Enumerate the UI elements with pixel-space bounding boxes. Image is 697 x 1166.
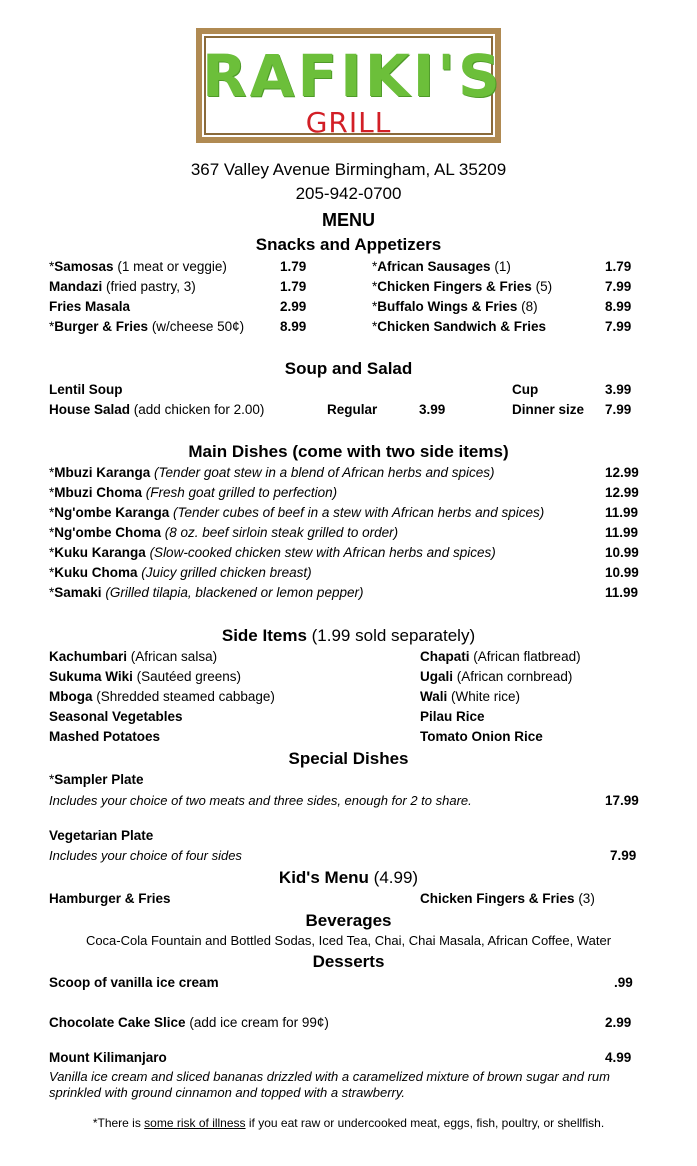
phone: 205-942-0700 xyxy=(295,184,402,203)
item-price: 11.99 xyxy=(605,505,639,520)
list-item: Scoop of vanilla ice cream xyxy=(49,975,219,990)
item-price: 7.99 xyxy=(605,279,632,294)
list-item: Chicken Fingers & Fries (3) xyxy=(420,891,595,906)
logo-name: RAFIKI'S xyxy=(202,42,503,110)
item-price: 11.99 xyxy=(605,525,639,540)
list-item: Seasonal Vegetables xyxy=(49,709,183,724)
list-item: Chocolate Cake Slice (add ice cream for 99¢) xyxy=(49,1015,329,1030)
item-description: Includes your choice of four sides xyxy=(49,848,242,863)
item-price: 2.99 xyxy=(605,1015,632,1030)
list-item: Tomato Onion Rice xyxy=(420,729,543,744)
list-item: Vegetarian Plate xyxy=(49,828,154,843)
section-title-kids: Kid's Menu (4.99) xyxy=(278,868,419,887)
list-item: *Mbuzi Karanga (Tender goat stew in a blend of African herbs and spices) xyxy=(49,465,495,480)
list-item: *Chicken Sandwich & Fries xyxy=(372,319,547,334)
size-label: Dinner size xyxy=(512,402,585,417)
section-title-desserts: Desserts xyxy=(312,952,385,971)
item-price: 12.99 xyxy=(605,465,639,480)
list-item: Chapati (African flatbread) xyxy=(420,649,581,664)
item-description: Vanilla ice cream and sliced bananas drizzled with a caramelized mixture of brown sugar and rum sprinkled with ground cinnamon and topped with a strawberry. xyxy=(49,1069,610,1100)
list-item: *Samaki (Grilled tilapia, blackened or lemon pepper) xyxy=(49,585,364,600)
list-item: *African Sausages (1) xyxy=(372,259,511,274)
illness-risk-link: some risk of illness xyxy=(144,1116,246,1130)
item-description: Includes your choice of two meats and three sides, enough for 2 to share. xyxy=(49,793,472,808)
item-price: 8.99 xyxy=(605,299,632,314)
section-title-sides: Side Items (1.99 sold separately) xyxy=(221,626,476,645)
list-item: House Salad (add chicken for 2.00) xyxy=(49,402,265,417)
list-item: Wali (White rice) xyxy=(420,689,521,704)
item-price: 1.79 xyxy=(280,259,307,274)
list-item: *Burger & Fries (w/cheese 50¢) xyxy=(49,319,245,334)
item-price: 3.99 xyxy=(605,382,632,397)
item-price: .99 xyxy=(614,975,633,990)
item-price: 10.99 xyxy=(605,565,639,580)
item-price: 3.99 xyxy=(419,402,446,417)
list-item: Mount Kilimanjaro xyxy=(49,1050,167,1065)
item-price: 11.99 xyxy=(605,585,639,600)
logo-subtitle: GRILL xyxy=(305,106,392,139)
food-safety-notice: *There is some risk of illness if you eat raw or undercooked meat, eggs, fish, poultry, or shellfish. xyxy=(92,1116,605,1130)
beverage-list: Coca-Cola Fountain and Bottled Sodas, Iced Tea, Chai, Chai Masala, African Coffee, Water xyxy=(85,933,612,948)
item-price: 12.99 xyxy=(605,485,639,500)
list-item: *Mbuzi Choma (Fresh goat grilled to perfection) xyxy=(49,485,338,500)
restaurant-logo xyxy=(196,28,501,143)
list-item: Fries Masala xyxy=(49,299,131,314)
list-item: Pilau Rice xyxy=(420,709,485,724)
list-item: Lentil Soup xyxy=(49,382,123,397)
list-item: *Kuku Karanga (Slow-cooked chicken stew with African herbs and spices) xyxy=(49,545,496,560)
list-item: Hamburger & Fries xyxy=(49,891,171,906)
list-item: Ugali (African cornbread) xyxy=(420,669,573,684)
item-price: 1.79 xyxy=(280,279,307,294)
item-price: 4.99 xyxy=(605,1050,632,1065)
menu-title: MENU xyxy=(322,210,375,230)
section-title-main: Main Dishes (come with two side items) xyxy=(188,442,509,461)
list-item: *Kuku Choma (Juicy grilled chicken breast) xyxy=(49,565,312,580)
item-price: 17.99 xyxy=(605,793,639,808)
item-price: 7.99 xyxy=(605,319,632,334)
section-title-snacks: Snacks and Appetizers xyxy=(255,235,442,254)
item-price: 1.79 xyxy=(605,259,632,274)
list-item: *Ng'ombe Karanga (Tender cubes of beef in a stew with African herbs and spices) xyxy=(49,505,545,520)
address: 367 Valley Avenue Birmingham, AL 35209 xyxy=(190,160,507,179)
list-item: *Ng'ombe Choma (8 oz. beef sirloin steak grilled to order) xyxy=(49,525,399,540)
list-item: Mboga (Shredded steamed cabbage) xyxy=(49,689,275,704)
list-item: *Buffalo Wings & Fries (8) xyxy=(372,299,538,314)
item-price: 10.99 xyxy=(605,545,639,560)
item-price: 8.99 xyxy=(280,319,307,334)
list-item: Mandazi (fried pastry, 3) xyxy=(49,279,196,294)
list-item: Sukuma Wiki (Sautéed greens) xyxy=(49,669,241,684)
list-item: *Samosas (1 meat or veggie) xyxy=(49,259,227,274)
item-price: 2.99 xyxy=(280,299,307,314)
size-label: Cup xyxy=(512,382,539,397)
list-item: Kachumbari (African salsa) xyxy=(49,649,218,664)
section-title-special: Special Dishes xyxy=(288,749,409,768)
list-item: *Sampler Plate xyxy=(49,772,144,787)
list-item: Mashed Potatoes xyxy=(49,729,161,744)
section-title-soup: Soup and Salad xyxy=(284,359,413,378)
size-label: Regular xyxy=(327,402,378,417)
item-price: 7.99 xyxy=(605,402,632,417)
section-title-beverages: Beverages xyxy=(305,911,392,930)
item-price: 7.99 xyxy=(610,848,637,863)
list-item: *Chicken Fingers & Fries (5) xyxy=(372,279,553,294)
